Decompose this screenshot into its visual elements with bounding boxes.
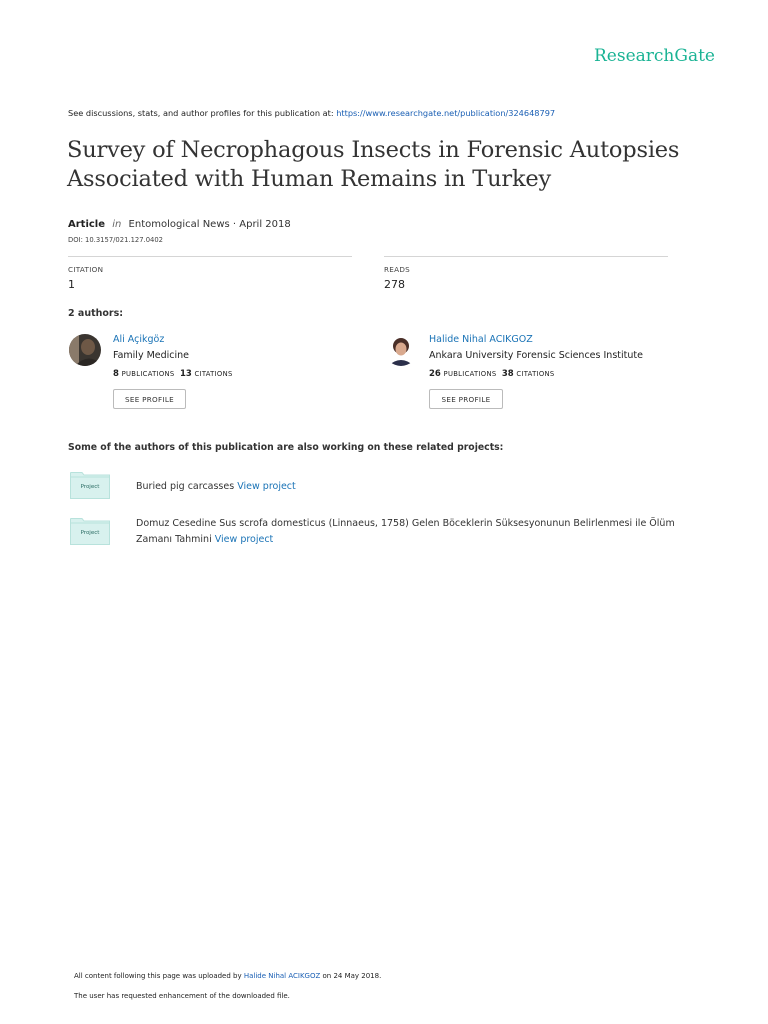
doi: DOI: 10.3157/021.127.0402 bbox=[68, 236, 164, 244]
publications-count: 26 bbox=[429, 369, 441, 379]
related-projects-header: Some of the authors of this publication are also working on these related projects: bbox=[68, 442, 504, 453]
author-avatar[interactable] bbox=[385, 334, 417, 366]
publication-url-link[interactable]: https://www.researchgate.net/publication/324648797 bbox=[336, 108, 556, 118]
project-folder-icon[interactable] bbox=[70, 472, 110, 499]
in-label: in bbox=[112, 219, 122, 230]
publication-type: Article bbox=[68, 219, 106, 230]
author-avatar[interactable] bbox=[69, 334, 101, 366]
discussion-text: See discussions, stats, and author profiles for this publication at: bbox=[68, 108, 337, 118]
authors-header: 2 authors: bbox=[68, 308, 124, 319]
project-title: Domuz Cesedine Sus scrofa domesticus (Linnaeus, 1758) Gelen Böceklerin Süksesyonunun Belirlenmesi ile Ölüm Zamanı Tahmini bbox=[136, 518, 675, 545]
citations-label: CITATIONS bbox=[194, 370, 233, 378]
project-badge: Project bbox=[80, 530, 100, 536]
see-profile-button[interactable]: SEE PROFILE bbox=[429, 389, 503, 409]
view-project-link[interactable]: View project bbox=[237, 481, 296, 492]
author-stats bbox=[113, 369, 233, 379]
project-title: Buried pig carcasses bbox=[136, 481, 235, 492]
upload-note bbox=[74, 972, 381, 980]
citation-label: CITATION bbox=[68, 265, 104, 274]
author-name-link[interactable]: Halide Nihal ACIKGOZ bbox=[429, 334, 533, 345]
divider-right bbox=[384, 256, 668, 257]
publication-meta bbox=[68, 219, 291, 230]
project-item bbox=[136, 479, 696, 495]
citation-value: 1 bbox=[68, 278, 75, 291]
project-folder-icon[interactable] bbox=[70, 518, 110, 545]
venue-date: Entomological News · April 2018 bbox=[128, 219, 291, 230]
project-item bbox=[136, 516, 676, 548]
upload-prefix: All content following this page was uploaded by bbox=[74, 972, 244, 980]
citations-count: 13 bbox=[179, 369, 192, 379]
discussion-line bbox=[68, 108, 555, 118]
uploader-link[interactable]: Halide Nihal ACIKGOZ bbox=[243, 972, 321, 980]
citations-label: CITATIONS bbox=[516, 370, 555, 378]
researchgate-logo[interactable]: ResearchGate bbox=[594, 46, 715, 66]
publications-label: PUBLICATIONS bbox=[121, 370, 175, 378]
author-institution: Ankara University Forensic Sciences Institute bbox=[429, 350, 643, 361]
publication-title: Survey of Necrophagous Insects in Forensic Autopsies Associated with Human Remains in Turkey bbox=[67, 137, 680, 192]
citations-count: 38 bbox=[501, 369, 514, 379]
upload-suffix: on 24 May 2018. bbox=[320, 972, 382, 980]
project-badge: Project bbox=[80, 484, 100, 490]
see-profile-button[interactable]: SEE PROFILE bbox=[113, 389, 186, 409]
author-institution: Family Medicine bbox=[113, 350, 190, 361]
reads-value: 278 bbox=[384, 278, 405, 291]
author-name-link[interactable]: Ali Açikgöz bbox=[113, 334, 165, 345]
author-stats bbox=[429, 369, 555, 379]
reads-label: READS bbox=[384, 265, 411, 274]
divider-left bbox=[68, 256, 352, 257]
publications-count: 8 bbox=[113, 369, 119, 379]
publications-label: PUBLICATIONS bbox=[443, 370, 497, 378]
enhancement-note: The user has requested enhancement of the downloaded file. bbox=[74, 992, 290, 1000]
view-project-link[interactable]: View project bbox=[214, 534, 274, 545]
